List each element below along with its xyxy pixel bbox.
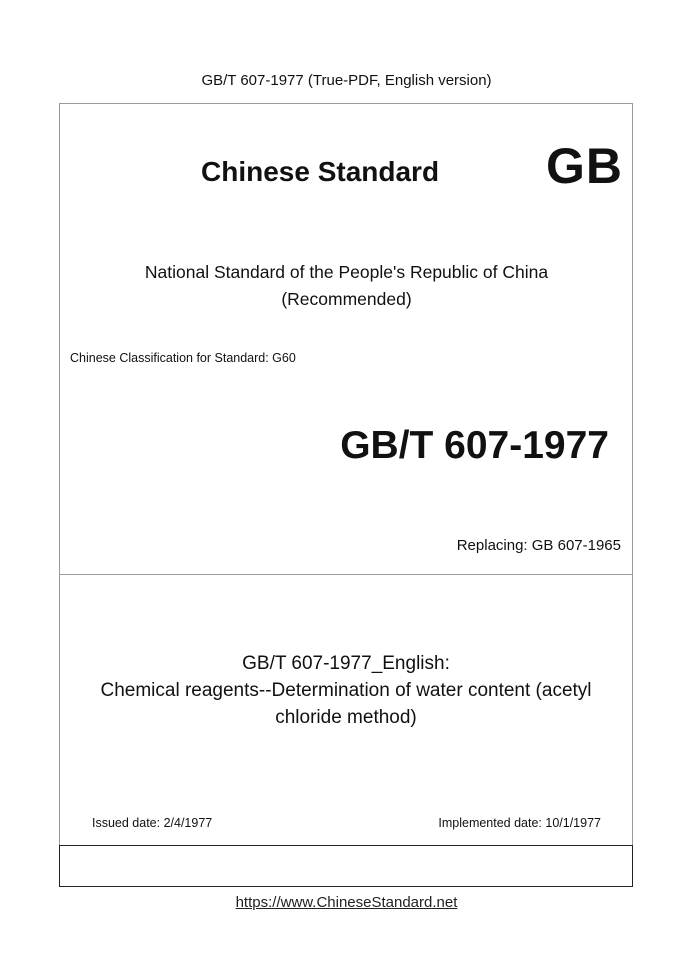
replacing-text: Replacing: GB 607-1965: [456, 537, 621, 554]
website-link[interactable]: https://www.ChineseStandard.net: [235, 894, 458, 911]
implemented-date: Implemented date: 10/1/1977: [438, 816, 601, 830]
section-divider: [59, 574, 633, 575]
header-note: GB/T 607-1977 (True-PDF, English version): [201, 72, 492, 89]
document-title-line-3: chloride method): [275, 707, 417, 728]
cover-frame: [59, 103, 633, 887]
standard-code: GB/T 607-1977: [340, 424, 609, 467]
cover-subtitle: [0, 259, 693, 313]
document-title-line-2: Chemical reagents--Determination of water content (acetyl: [100, 680, 592, 701]
classification-text: Chinese Classification for Standard: G60: [70, 351, 296, 365]
issued-date: Issued date: 2/4/1977: [92, 816, 213, 830]
document-title-line-1: GB/T 607-1977_English:: [242, 653, 450, 674]
subtitle-line-1: National Standard of the People's Republic of China: [144, 262, 549, 282]
gb-mark: GB: [546, 138, 623, 194]
cover-title: Chinese Standard: [201, 156, 440, 187]
footer-box: [59, 845, 633, 887]
document-title: [62, 650, 630, 731]
subtitle-line-2: (Recommended): [281, 289, 412, 309]
